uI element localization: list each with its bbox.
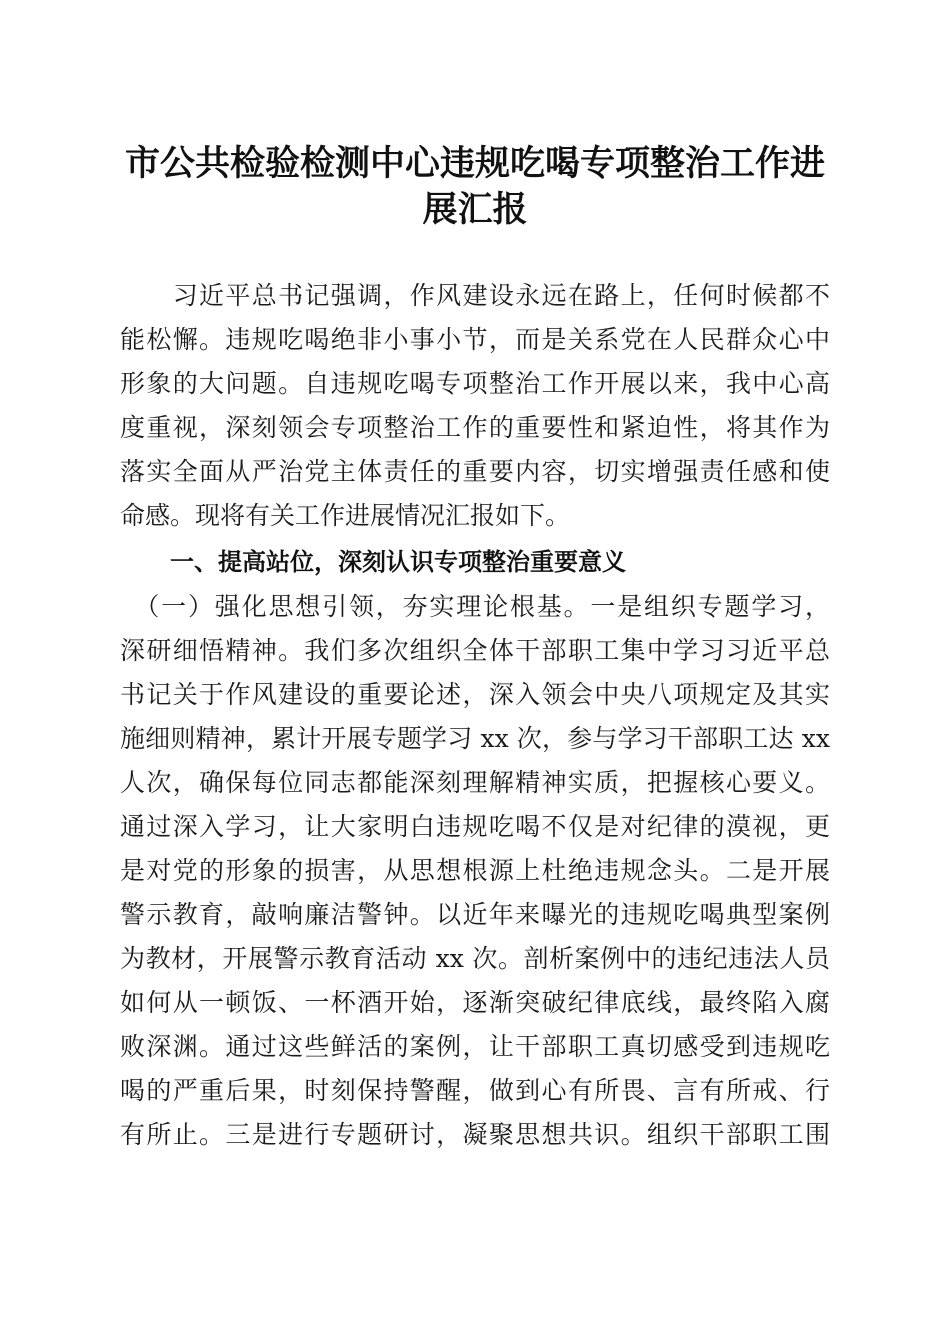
body-line: 败深渊。通过这些鲜活的案例，让干部职工真切感受到违规吃 bbox=[120, 1032, 830, 1061]
document-title-line-2: 展汇报 bbox=[422, 190, 528, 230]
intro-paragraph-line: 能松懈。违规吃喝绝非小事小节，而是关系党在人民群众心中 bbox=[120, 325, 830, 354]
body-line: 警示教育，敲响廉洁警钟。以近年来曝光的违规吃喝典型案例 bbox=[120, 900, 830, 929]
body-line: 深研细悟精神。我们多次组织全体干部职工集中学习习近平总 bbox=[120, 636, 830, 665]
body-line: 喝的严重后果，时刻保持警醒，做到心有所畏、言有所戒、行 bbox=[120, 1076, 830, 1105]
document-title-line-1: 市公共检验检测中心违规吃喝专项整治工作进 bbox=[124, 144, 825, 184]
intro-paragraph-line: 度重视，深刻领会专项整治工作的重要性和紧迫性，将其作为 bbox=[120, 413, 830, 442]
intro-paragraph-line: 命感。现将有关工作进展情况汇报如下。 bbox=[120, 501, 571, 530]
body-line: （一）强化思想引领，夯实理论根基。一是组织专题学习， bbox=[120, 592, 830, 621]
body-line: 施细则精神，累计开展专题学习 xx 次，参与学习干部职工达 xx bbox=[120, 724, 830, 753]
intro-paragraph-line: 落实全面从严治党主体责任的重要内容，切实增强责任感和使 bbox=[120, 457, 830, 486]
section-heading: 一、提高站位，深刻认识专项整治重要意义 bbox=[170, 548, 626, 576]
body-line: 有所止。三是进行专题研讨，凝聚思想共识。组织干部职工围 bbox=[120, 1120, 830, 1149]
intro-paragraph-line: 习近平总书记强调，作风建设永远在路上，任何时候都不 bbox=[120, 281, 830, 310]
body-line: 是对党的形象的损害，从思想根源上杜绝违规念头。二是开展 bbox=[120, 856, 830, 885]
body-line: 如何从一顿饭、一杯酒开始，逐渐突破纪律底线，最终陷入腐 bbox=[120, 988, 830, 1017]
body-line: 人次，确保每位同志都能深刻理解精神实质，把握核心要义。 bbox=[120, 768, 830, 797]
body-line: 为教材，开展警示教育活动 xx 次。剖析案例中的违纪违法人员 bbox=[120, 944, 830, 973]
body-line: 书记关于作风建设的重要论述，深入领会中央八项规定及其实 bbox=[120, 680, 830, 709]
body-line: 通过深入学习，让大家明白违规吃喝不仅是对纪律的漠视，更 bbox=[120, 812, 830, 841]
intro-paragraph-line: 形象的大问题。自违规吃喝专项整治工作开展以来，我中心高 bbox=[120, 369, 830, 398]
